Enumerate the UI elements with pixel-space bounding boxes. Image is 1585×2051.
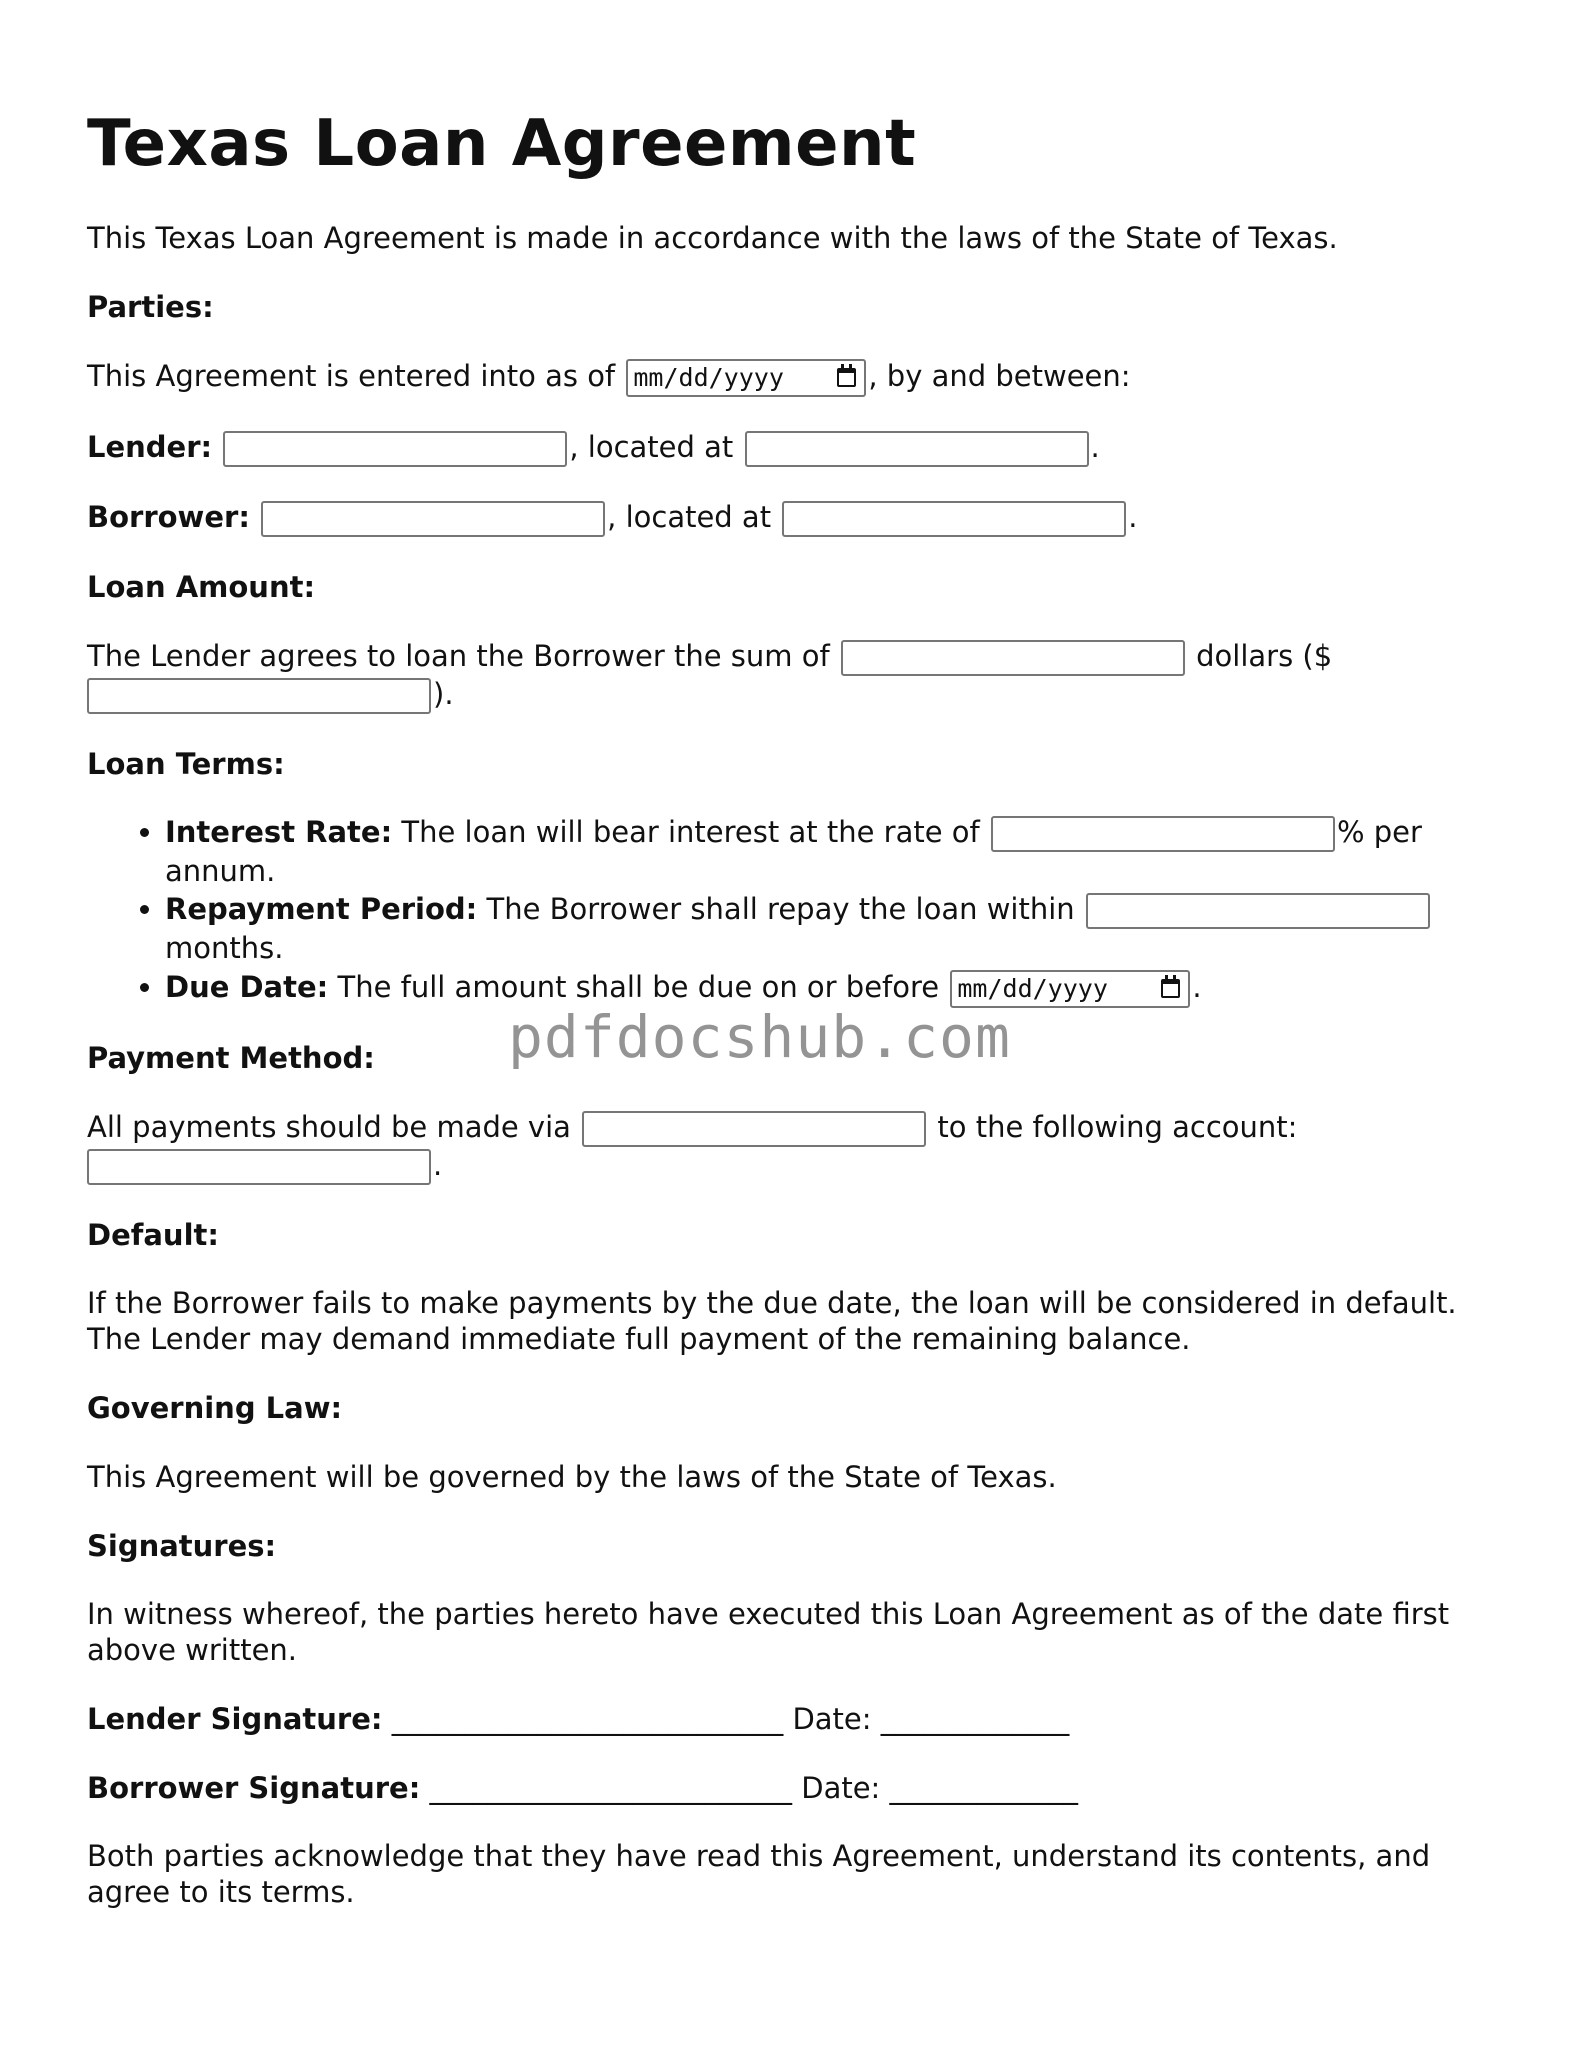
borrower-address-input[interactable] (782, 501, 1126, 537)
payment-method-heading: Payment Method: (87, 1040, 375, 1075)
due-date-input[interactable] (950, 970, 1190, 1008)
lender-signature-date: Date: _____________ (792, 1701, 1070, 1736)
governing-law-text: This Agreement will be governed by the laws of the State of Texas. (87, 1459, 1057, 1494)
lender-label: Lender: (87, 429, 213, 464)
interest-suffix: % per annum. (165, 815, 1422, 889)
borrower-signature-label: Borrower Signature: (87, 1771, 421, 1806)
lender-period: . (1090, 429, 1100, 464)
loan-terms-list (87, 813, 1507, 1008)
lender-signature-blank: ___________________________ (391, 1701, 784, 1736)
interest-text: The loan will bear interest at the rate of (401, 815, 980, 850)
borrower-label: Borrower: (87, 499, 250, 534)
payment-method-text (87, 1109, 1507, 1185)
signatures-heading: Signatures: (87, 1528, 277, 1563)
loan-amount-text (87, 638, 1507, 714)
list-item-interest (165, 813, 1507, 890)
due-date-suffix: . (1192, 969, 1202, 1004)
due-date-text: The full amount shall be due on or before (337, 969, 940, 1004)
borrower-period: . (1128, 499, 1138, 534)
lender-signature-label: Lender Signature: (87, 1701, 383, 1736)
loan-amount-words-input[interactable] (841, 640, 1185, 676)
lender-located-at: , located at (569, 429, 734, 464)
due-date-label: Due Date: (165, 969, 329, 1004)
parties-heading: Parties: (87, 289, 214, 324)
agreement-date-input[interactable] (626, 359, 866, 397)
loan-amount-number-input[interactable] (87, 678, 431, 714)
due-date-placeholder: mm/dd/yyyy (957, 974, 1108, 1004)
calendar-icon[interactable] (1161, 979, 1180, 998)
payment-method-input[interactable] (582, 1111, 926, 1147)
list-item-repayment (165, 890, 1507, 967)
calendar-icon[interactable] (837, 368, 856, 387)
loan-amount-suffix: ). (433, 676, 454, 711)
agreement-date-placeholder: mm/dd/yyyy (633, 362, 784, 392)
lender-address-input[interactable] (745, 431, 1089, 467)
payment-prefix: All payments should be made via (87, 1109, 571, 1144)
loan-terms-heading: Loan Terms: (87, 746, 285, 781)
payment-middle: to the following account: (937, 1109, 1298, 1144)
borrower-signature-blank: _________________________ (429, 1771, 793, 1806)
repayment-label: Repayment Period: (165, 892, 478, 927)
borrower-located-at: , located at (607, 499, 772, 534)
loan-amount-middle: dollars ($ (1196, 638, 1333, 673)
loan-amount-prefix: The Lender agrees to loan the Borrower the sum of (87, 638, 830, 673)
intro-text: This Texas Loan Agreement is made in accordance with the laws of the State of Texas. (87, 220, 1338, 255)
borrower-name-input[interactable] (261, 501, 605, 537)
borrower-signature-line (87, 1770, 1507, 1807)
payment-account-input[interactable] (87, 1149, 431, 1185)
list-item-due-date (165, 968, 1507, 1008)
repayment-suffix: months. (165, 931, 284, 966)
watermark: pdfdocshub.com (508, 1003, 1011, 1071)
default-text: If the Borrower fails to make payments by the due date, the loan will be considered in default. The Lender may demand immediate full payment of the remaining balance. (87, 1285, 1457, 1356)
lender-signature-line (87, 1701, 1507, 1738)
page-title: Texas Loan Agreement (87, 107, 917, 181)
witness-text: In witness whereof, the parties hereto have executed this Loan Agreement as of the date first above written. (87, 1597, 1450, 1667)
interest-label: Interest Rate: (165, 815, 393, 850)
governing-law-heading: Governing Law: (87, 1390, 343, 1425)
agreement-date-line (87, 358, 1507, 397)
agreement-date-suffix: , by and between: (868, 358, 1131, 393)
borrower-signature-date: Date: _____________ (801, 1771, 1079, 1806)
borrower-line (87, 499, 1507, 537)
acknowledge-text: Both parties acknowledge that they have read this Agreement, understand its contents, and agree to its terms. (87, 1839, 1431, 1910)
default-heading: Default: (87, 1217, 219, 1252)
payment-suffix: . (433, 1147, 443, 1182)
document-page (87, 0, 1507, 1911)
interest-rate-input[interactable] (991, 816, 1335, 852)
repayment-months-input[interactable] (1086, 893, 1430, 929)
repayment-text: The Borrower shall repay the loan within (486, 892, 1075, 927)
loan-amount-heading: Loan Amount: (87, 569, 316, 604)
agreement-date-prefix: This Agreement is entered into as of (87, 358, 616, 393)
lender-name-input[interactable] (223, 431, 567, 467)
lender-line (87, 429, 1507, 467)
